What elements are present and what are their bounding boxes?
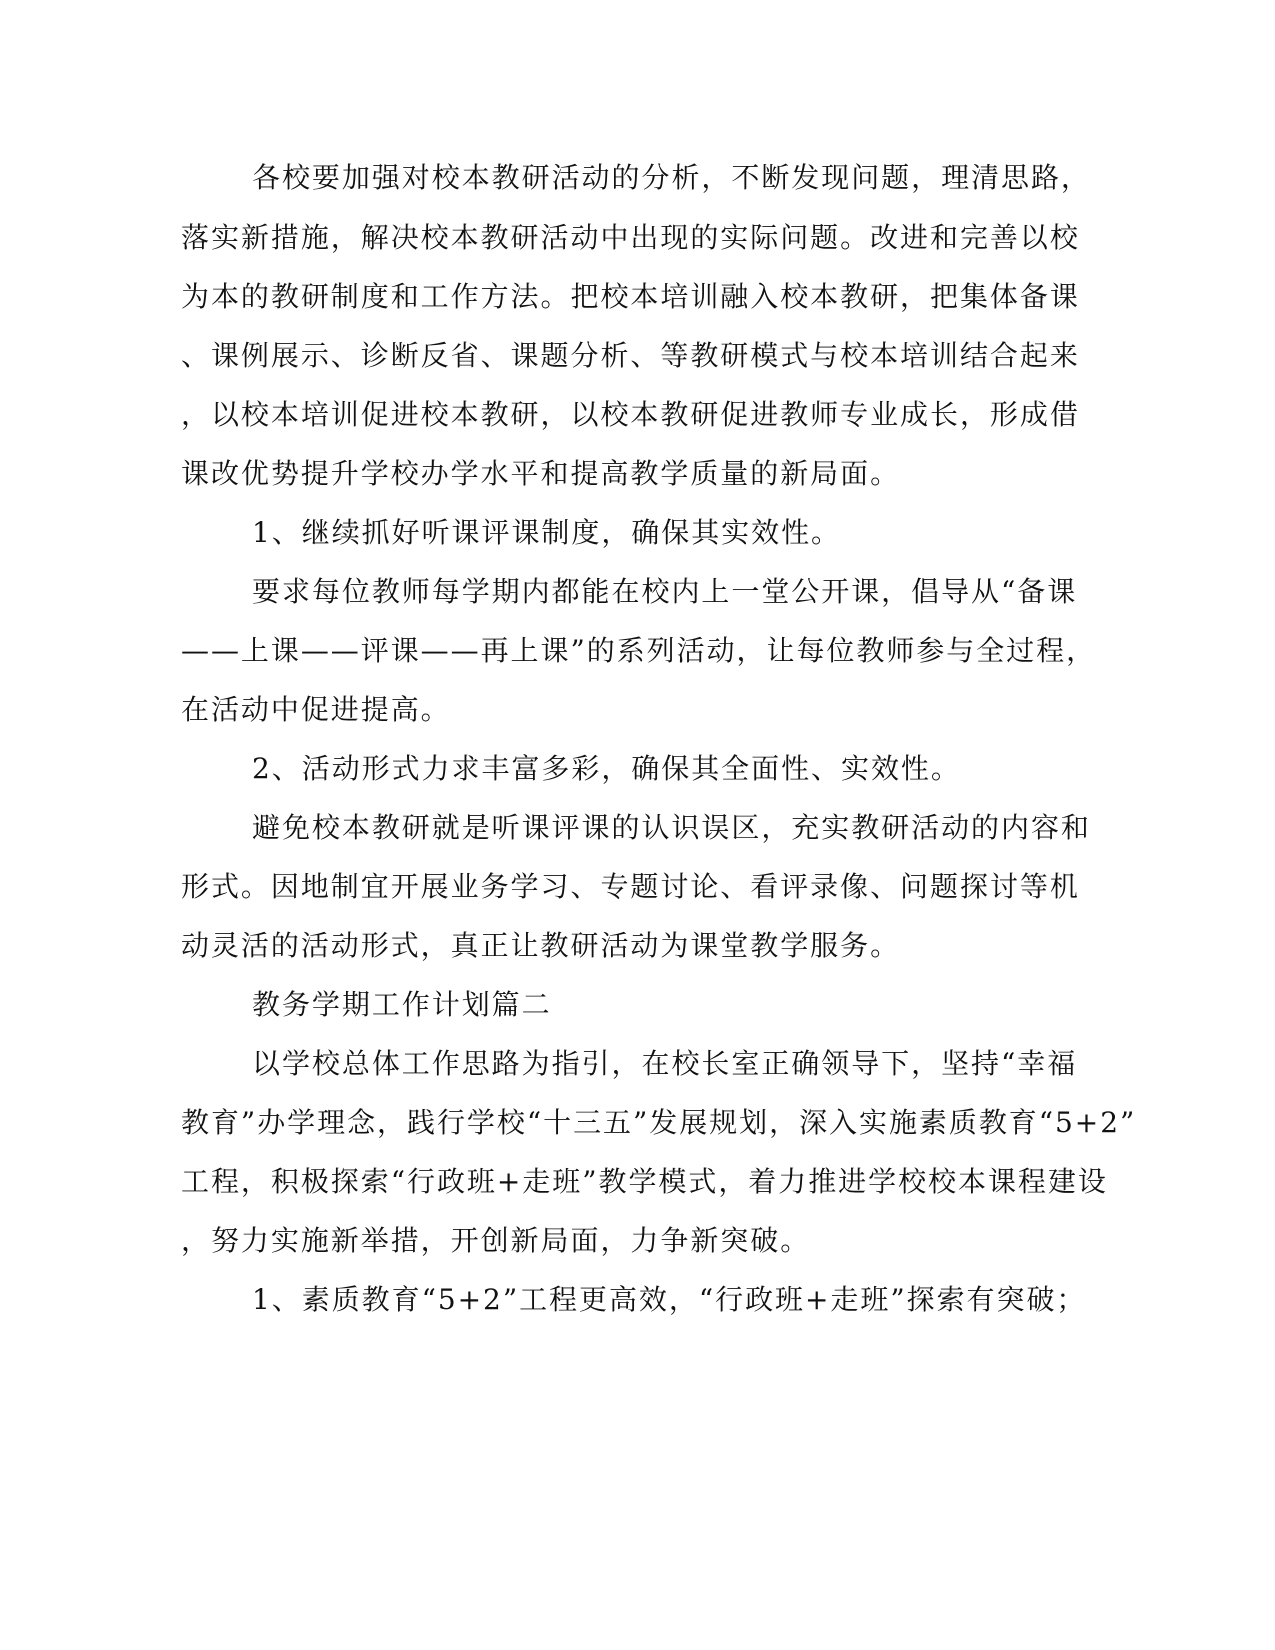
text-line: 、课例展示、诊断反省、课题分析、等教研模式与校本培训结合起来	[181, 339, 1080, 372]
text-line: 在活动中促进提高。	[181, 693, 451, 726]
section-title: 教务学期工作计划篇二	[252, 988, 552, 1021]
text-line: 要求每位教师每学期内都能在校内上一堂公开课，倡导从“备课	[252, 575, 1078, 608]
text-line: 教育”办学理念，践行学校“十三五”发展规划，深入实施素质教育“5+2”	[181, 1106, 1137, 1139]
section-heading: 2、活动形式力求丰富多彩，确保其全面性、实效性。	[252, 752, 961, 785]
text-line: 以学校总体工作思路为指引，在校长室正确领导下，坚持“幸福	[252, 1047, 1078, 1080]
text-line: ，以校本培训促进校本教研，以校本教研促进教师专业成长，形成借	[181, 398, 1080, 431]
text-line: 避免校本教研就是听课评课的认识误区，充实教研活动的内容和	[252, 811, 1091, 844]
text-line: 工程，积极探索“行政班+走班”教学模式，着力推进学校校本课程建设	[181, 1165, 1108, 1198]
text-line: 落实新措施，解决校本教研活动中出现的实际问题。改进和完善以校	[181, 221, 1080, 254]
text-line: 为本的教研制度和工作方法。把校本培训融入校本教研，把集体备课	[181, 280, 1080, 313]
text-line: 动灵活的活动形式，真正让教研活动为课堂教学服务。	[181, 929, 901, 962]
section-heading: 1、素质教育“5+2”工程更高效，“行政班+走班”探索有突破；	[252, 1283, 1087, 1316]
text-line: 形式。因地制宜开展业务学习、专题讨论、看评录像、问题探讨等机	[181, 870, 1080, 903]
text-line: ，努力实施新举措，开创新局面，力争新突破。	[181, 1224, 811, 1257]
text-line: 课改优势提升学校办学水平和提高教学质量的新局面。	[181, 457, 901, 490]
text-line: ——上课——评课——再上课”的系列活动，让每位教师参与全过程，	[181, 634, 1097, 667]
section-heading: 1、继续抓好听课评课制度，确保其实效性。	[252, 516, 842, 549]
text-line: 各校要加强对校本教研活动的分析，不断发现问题，理清思路，	[252, 161, 1091, 194]
